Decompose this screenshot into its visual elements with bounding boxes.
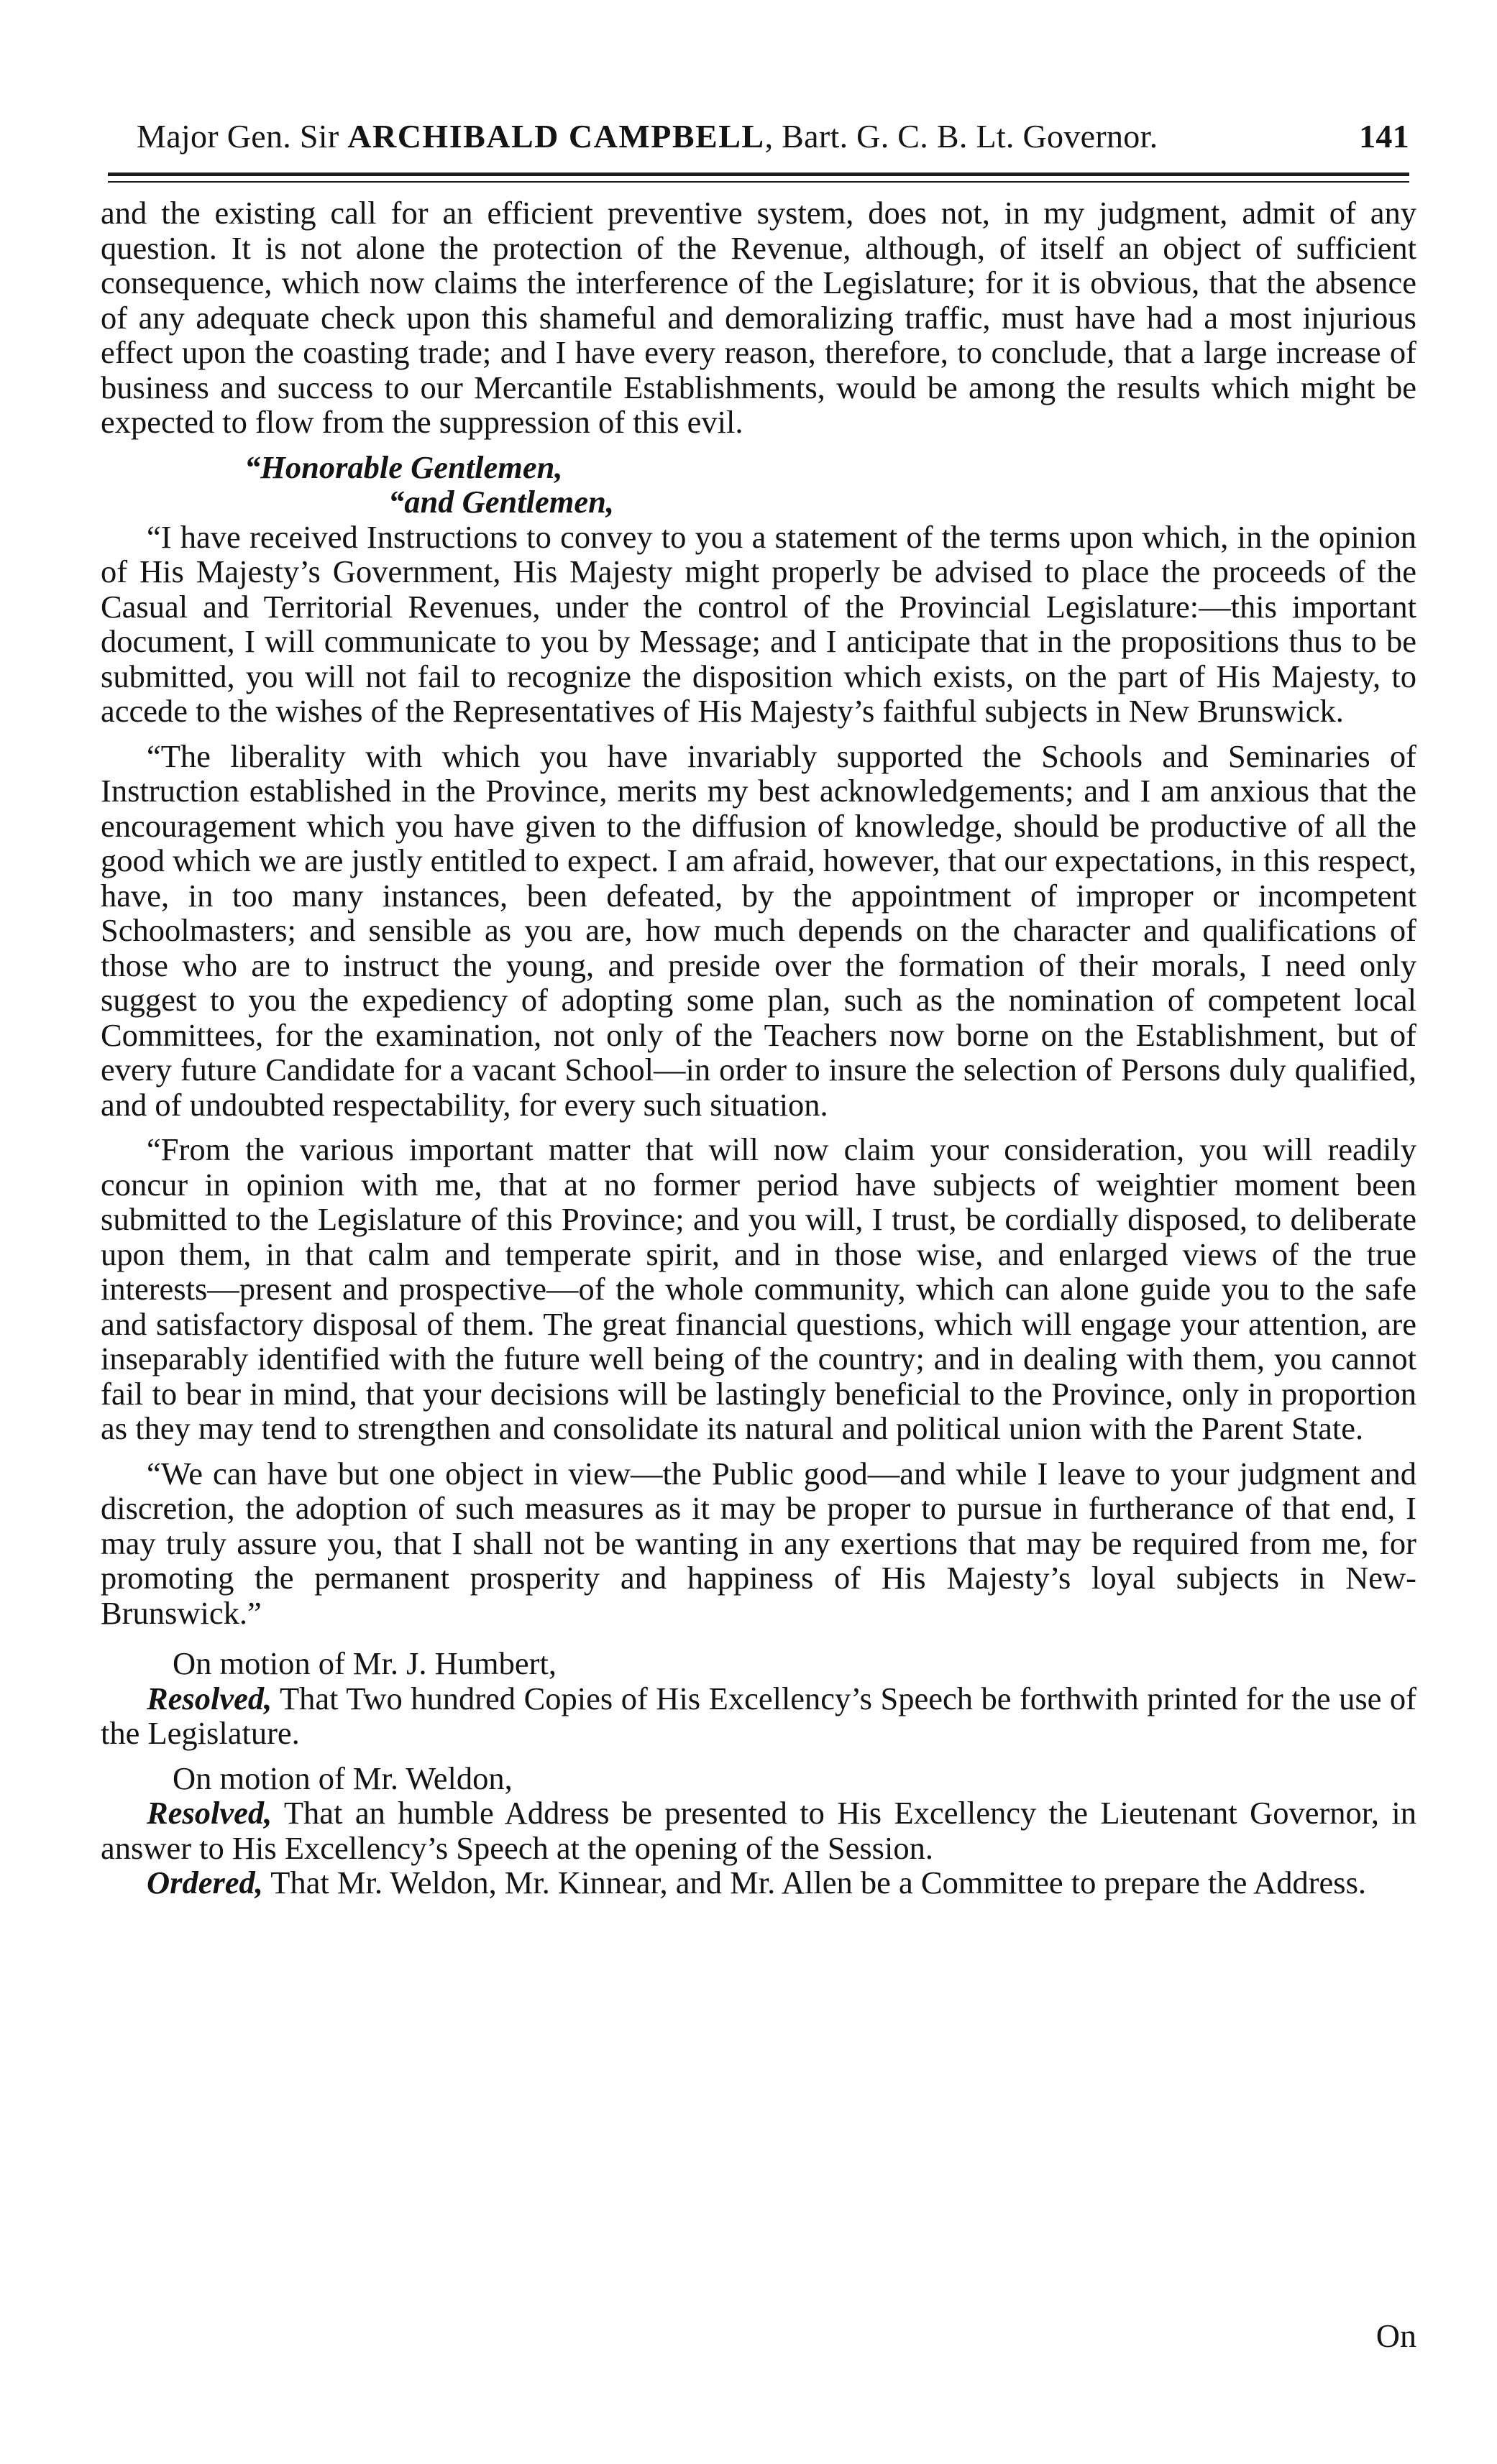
catchword: On bbox=[1375, 2317, 1416, 2354]
resolved-address-text: That an humble Address be presented to His Excellency the Lieutenant Governor, in answer to His Excellency’s Speech at the opening of the Session. bbox=[101, 1795, 1416, 1866]
salutation-honorable-gentlemen: “Honorable Gentlemen, bbox=[244, 449, 563, 485]
resolved-printing bbox=[101, 1681, 1416, 1751]
motion-humbert: On motion of Mr. J. Humbert, bbox=[173, 1645, 557, 1681]
ordered-committee-text: That Mr. Weldon, Mr. Kinnear, and Mr. Allen be a Committee to prepare the Address. bbox=[262, 1865, 1367, 1900]
paragraph-continuation: and the existing call for an efficient preventive system, does not, in my judgment, admit of any question. It is not alone the protection of the Revenue, although, of itself an object of sufficient consequence, which now claims the interference of the Legislature; for it is obvious, that the absence of any adequate check upon this shameful and demoralizing traffic, must have had a most injurious effect upon the coasting trade; and I have every reason, therefore, to conclude, that a large increase of business and success to our Mercantile Establishments, would be among the results which might be expected to flow from the suppression of this evil. bbox=[101, 195, 1416, 440]
running-head bbox=[137, 115, 1409, 158]
paragraph-schools: “The liberality with which you have invariably supported the Schools and Seminaries of Instruction established in the Province, merits my best acknowledgements; and I am anxious that the encouragement which you have given to the diffusion of knowledge, should be productive of all the good which we are justly entitled to expect. I am afraid, however, that our expectations, in this respect, have, in too many instances, been defeated, by the appointment of improper or incompetent Schoolmasters; and sensible as you are, how much depends on the character and qualifications of those who are to instruct the young, and preside over the formation of their morals, I need only suggest to you the expediency of adopting some plan, such as the nomination of competent local Committees, for the examination, not only of the Teachers now borne on the Establishment, but of every future Candidate for a vacant School—in order to insure the selection of Persons duly qualified, and of undoubted respectability, for every such situation. bbox=[101, 737, 1416, 1123]
ordered-label: Ordered, bbox=[147, 1865, 263, 1900]
motion-weldon: On motion of Mr. Weldon, bbox=[173, 1760, 513, 1796]
resolved-printing-text: That Two hundred Copies of His Excellency’s Speech be forthwith printed for the use of the Legislature. bbox=[101, 1680, 1416, 1751]
paragraph-financial: “From the various important matter that will now claim your consideration, you will readily concur in opinion with me, that at no former period have subjects of weightier moment been submitted to the Legislature of this Province; and you will, I trust, be cordially disposed, to deliberate upon them, in that calm and temperate spirit, and in those wise, and enlarged views of the true interests—present and prospective—of the whole community, which can alone guide you to the safe and satisfactory disposal of them. The great financial questions, which will engage your attention, are inseparably identified with the future well being of the country; and in dealing with them, you cannot fail to bear in mind, that your decisions will be lastingly beneficial to the Province, only in proportion as they may tend to strengthen and consolidate its natural and political union with the Parent State. bbox=[101, 1131, 1416, 1446]
header-rule-thick bbox=[108, 173, 1409, 176]
resolved-label: Resolved, bbox=[147, 1795, 273, 1831]
paragraph-instructions: “I have received Instructions to convey to you a statement of the terms upon which, in the opinion of His Majesty’s Government, His Majesty might properly be advised to place the proceeds of the Casual and Territorial Revenues, under the control of the Provincial Legislature:—this important document, I will communicate to you by Message; and I anticipate that in the propositions thus to be submitted, you will not fail to recognize the disposition which exists, on the part of His Majesty, to accede to the wishes of the Representatives of His Majesty’s faithful subjects in New Brunswick. bbox=[101, 518, 1416, 729]
header-rule-thin bbox=[108, 181, 1409, 183]
running-head-suffix: , Bart. G. C. B. Lt. Governor. bbox=[764, 118, 1158, 155]
running-head-name: ARCHIBALD CAMPBELL bbox=[347, 118, 765, 155]
ordered-committee bbox=[101, 1865, 1416, 1900]
salutation-and-gentlemen: “and Gentlemen, bbox=[388, 484, 614, 520]
resolved-label: Resolved, bbox=[147, 1680, 273, 1716]
body-text bbox=[101, 196, 1416, 1900]
paragraph-closing: “We can have but one object in view—the Public good—and while I leave to your judgment and discretion, the adoption of such measures as it may be proper to pursue in furtherance of that end, I may truly assure you, that I shall not be wanting in any exertions that may be required from me, for promoting the permanent prosperity and happiness of His Majesty’s loyal subjects in New-Brunswick.” bbox=[101, 1455, 1416, 1631]
running-head-prefix: Major Gen. Sir bbox=[137, 118, 348, 155]
page-number: 141 bbox=[1359, 118, 1409, 155]
resolved-address bbox=[101, 1796, 1416, 1865]
